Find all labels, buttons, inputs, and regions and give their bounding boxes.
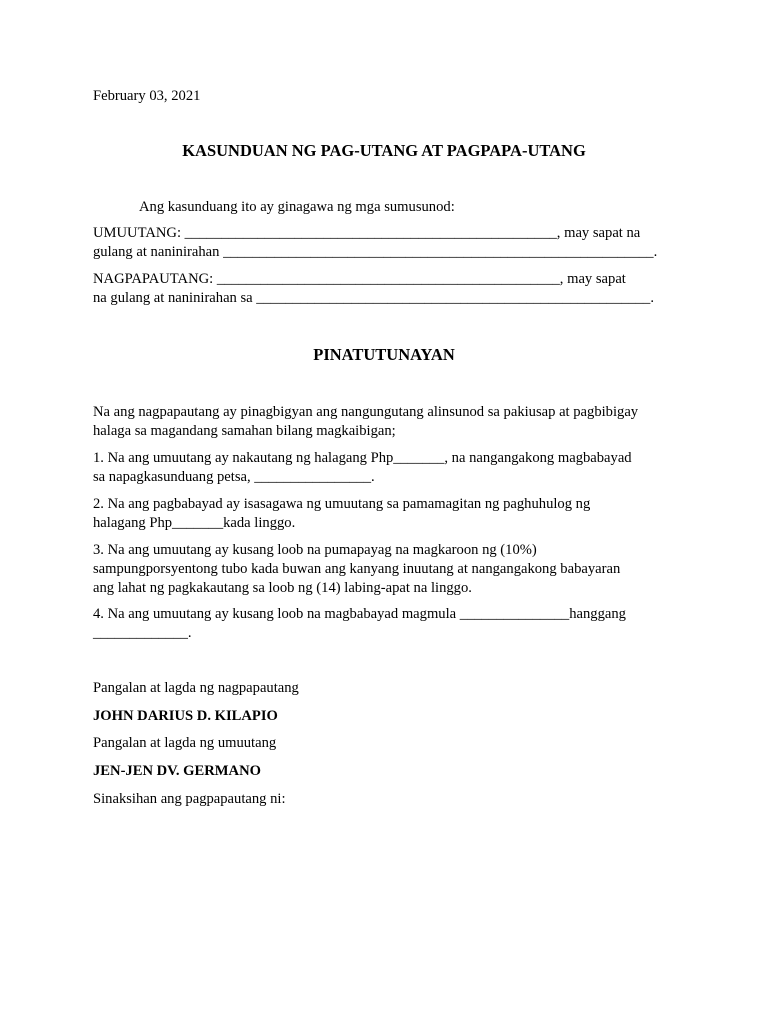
intro-text: Ang kasunduang ito ay ginagawa ng mga sumusunod:: [139, 199, 455, 215]
clause-2: [93, 495, 673, 533]
witness-label: Sinaksihan ang pagpapautang ni:: [93, 791, 286, 807]
nagpapautang-line-2: na gulang at naninirahan sa ______________________________________________________.: [93, 290, 654, 306]
lender-signature-label: Pangalan at lagda ng nagpapautang: [93, 680, 299, 696]
borrower-signature-label: Pangalan at lagda ng umuutang: [93, 735, 277, 751]
clause-3-line-3: ang lahat ng pagkakautang sa loob ng (14) labing-apat na linggo.: [93, 580, 472, 596]
clause-1: [93, 449, 673, 487]
umuutang-block: [93, 224, 673, 262]
nagpapautang-block: [93, 270, 673, 308]
clause-1-line-1: 1. Na ang umuutang ay nakautang ng halagang Php_______, na nangangakong magbabayad: [93, 450, 632, 466]
clause-2-line-1: 2. Na ang pagbabayad ay isasagawa ng umuutang sa pamamagitan ng paghuhulog ng: [93, 496, 591, 512]
document-date: February 03, 2021: [93, 88, 201, 104]
document-title: KASUNDUAN NG PAG-UTANG AT PAGPAPA-UTANG: [182, 141, 586, 160]
clause-2-line-2: halagang Php_______kada linggo.: [93, 515, 296, 531]
nagpapautang-line-1: NAGPAPAUTANG: _______________________________________________, may sapat: [93, 271, 626, 287]
section-heading: PINATUTUNAYAN: [313, 345, 455, 364]
clause-4: [93, 605, 673, 643]
borrower-name: JEN-JEN DV. GERMANO: [93, 763, 261, 779]
preamble-line-1: Na ang nagpapautang ay pinagbigyan ang nangungutang alinsunod sa pakiusap at pagbibigay: [93, 404, 639, 420]
clause-3-line-1: 3. Na ang umuutang ay kusang loob na pumapayag na magkaroon ng (10%): [93, 542, 537, 558]
lender-name: JOHN DARIUS D. KILAPIO: [93, 708, 278, 724]
clause-1-line-2: sa napagkasunduang petsa, ________________.: [93, 469, 375, 485]
umuutang-line-1: UMUUTANG: ___________________________________________________, may sapat na: [93, 225, 641, 241]
clause-3: [93, 541, 673, 598]
clause-3-line-2: sampungporsyentong tubo kada buwan ang kanyang inuutang at nangangakong babayaran: [93, 561, 621, 577]
umuutang-line-2: gulang at naninirahan ___________________________________________________________.: [93, 244, 658, 260]
clause-4-line-1: 4. Na ang umuutang ay kusang loob na magbabayad magmula _______________hanggang: [93, 606, 626, 622]
preamble-line-2: halaga sa magandang samahan bilang magkaibigan;: [93, 423, 396, 439]
preamble-paragraph: [93, 403, 673, 441]
clause-4-line-2: _____________.: [93, 625, 192, 641]
